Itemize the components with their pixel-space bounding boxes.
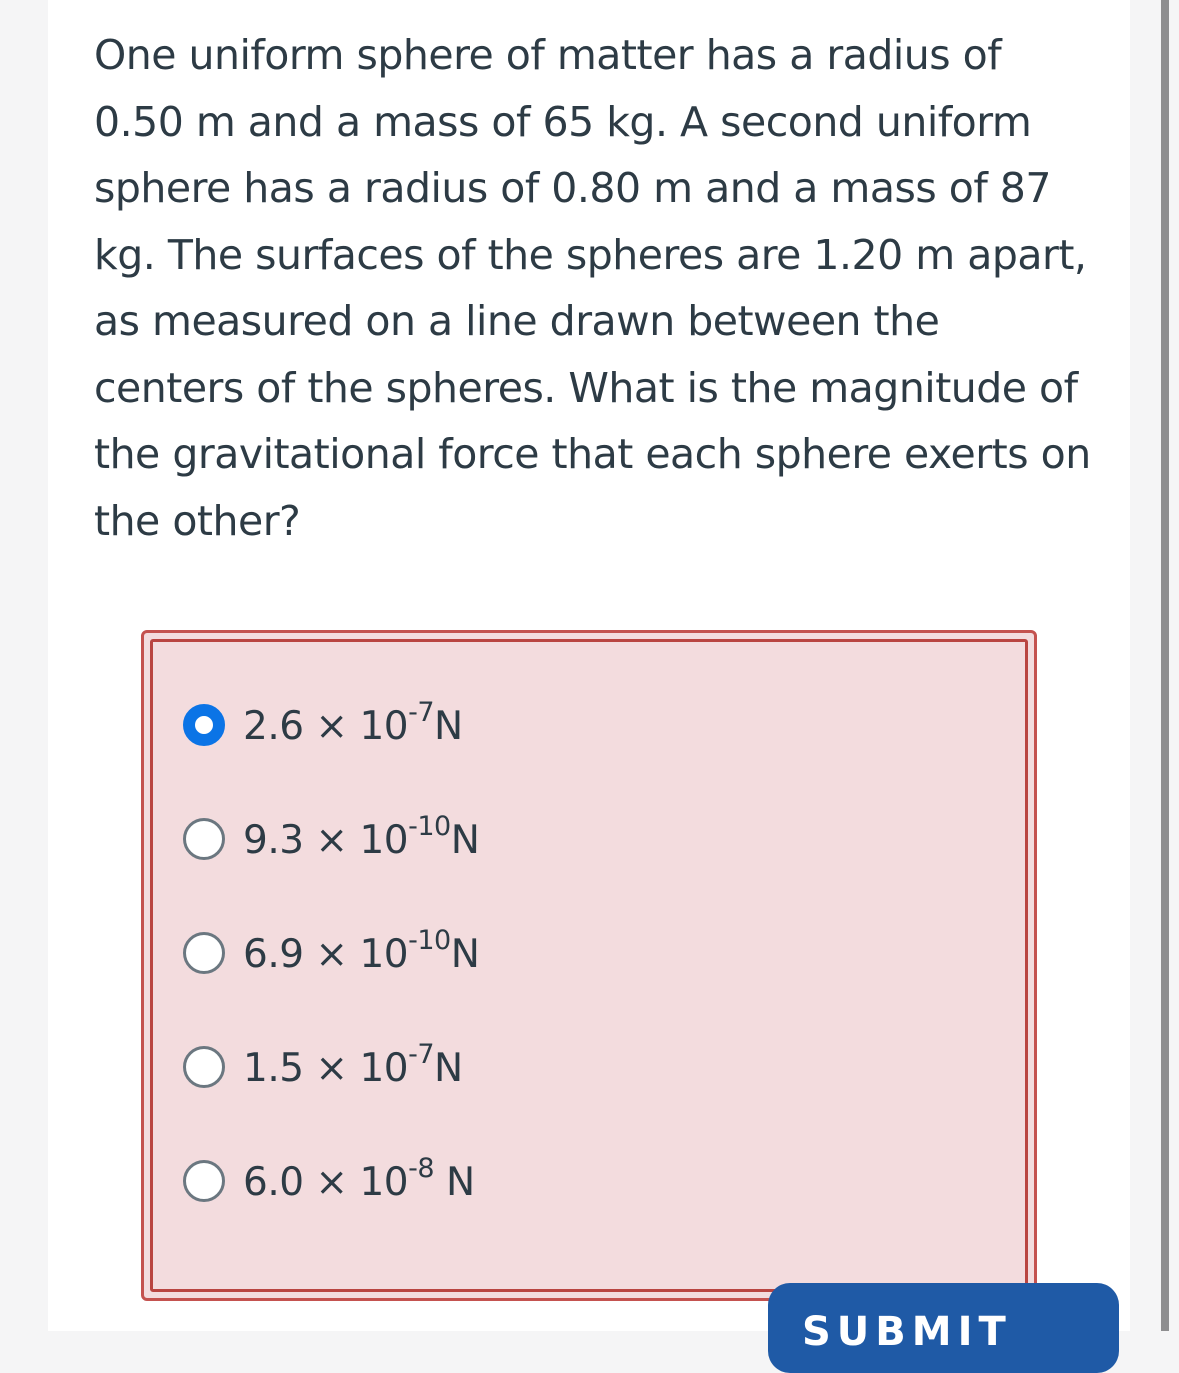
answer-option-5[interactable]	[183, 1153, 475, 1206]
radio-unselected-icon[interactable]	[183, 1160, 225, 1202]
question-text: One uniform sphere of matter has a radius of 0.50 m and a mass of 65 kg. A second uniform sphere has a radius of 0.80 m and a mass of 87 kg. The surfaces of the spheres are 1.20 m apart, as measured on a line drawn between the centers of the spheres. What is the magnitude of the gravitational force that each sphere exerts on the other?	[94, 31, 1091, 545]
answer-option-4[interactable]	[183, 1039, 463, 1092]
answer-option-2[interactable]	[183, 811, 480, 864]
answer-option-label: $9.3 \times 10^{-10}N$	[243, 811, 480, 863]
answer-option-1[interactable]	[183, 697, 463, 750]
radio-selected-icon[interactable]	[183, 704, 225, 746]
radio-unselected-icon[interactable]	[183, 932, 225, 974]
answer-option-label: $6.9 \times 10^{-10}N$	[243, 925, 480, 977]
answer-option-label: $1.5 \times 10^{-7}N$	[243, 1039, 463, 1091]
submit-button[interactable]: SUBMIT	[768, 1283, 1119, 1373]
answer-option-3[interactable]	[183, 925, 480, 978]
radio-unselected-icon[interactable]	[183, 1046, 225, 1088]
scrollbar[interactable]	[1161, 0, 1169, 1331]
radio-unselected-icon[interactable]	[183, 818, 225, 860]
answer-option-label: $2.6 \times 10^{-7}N$	[243, 697, 463, 749]
answer-option-label: $6.0 \times 10^{-8}$ N	[243, 1153, 475, 1205]
